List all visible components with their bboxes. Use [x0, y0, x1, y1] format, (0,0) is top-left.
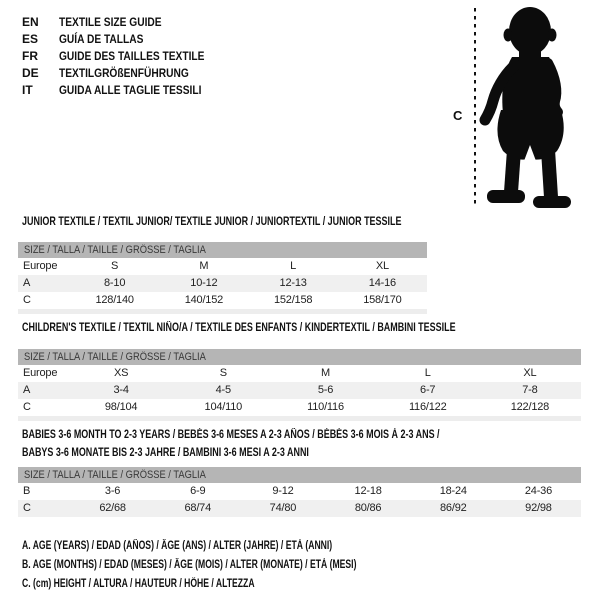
table-bottom-strip [18, 416, 581, 421]
row-label: C [23, 502, 31, 514]
cell-value: 3-4 [113, 384, 129, 396]
baby-silhouette-icon [485, 7, 571, 208]
cell-value: 158/170 [363, 294, 402, 306]
cell-value: 104/110 [204, 401, 243, 413]
junior-table-title [22, 213, 508, 231]
cell-value: 152/158 [273, 294, 313, 306]
cell-value: 4-5 [215, 384, 231, 396]
legend-line-text: B. AGE (MONTHS) / EDAD (MESES) / ÂGE (MOIS) / ALTER (MONATE) / ETÀ (MESI) [22, 559, 357, 571]
language-code: DE [22, 66, 39, 80]
junior-table-title-text: JUNIOR TEXTILE / TEXTIL JUNIOR/ TEXTILE JUNIOR / JUNIORTEXTIL / JUNIOR TESSILE [22, 216, 402, 228]
cell-value: M [321, 367, 330, 379]
cell-value: 3-6 [104, 485, 121, 497]
language-label [59, 32, 158, 46]
legend-line-text: A. AGE (YEARS) / EDAD (AÑOS) / ÂGE (ANS) / ALTER (JAHRE) / ETÀ (ANNI) [22, 540, 333, 552]
language-row [22, 31, 230, 48]
cell-value: 24-36 [524, 485, 553, 497]
row-label: B [23, 485, 31, 497]
language-label [59, 66, 212, 80]
cell-value: 12-18 [354, 485, 382, 497]
language-code: ES [22, 32, 39, 46]
table-row [18, 258, 427, 275]
junior-size-table [18, 242, 427, 314]
table-row [18, 500, 581, 517]
language-row [22, 14, 230, 31]
table-row [18, 483, 581, 500]
size-header-text: SIZE / TALLA / TAILLE / GRÖSSE / TAGLIA [24, 469, 206, 481]
babies-table-title-line2: BABYS 3-6 MONATE BIS 2-3 JAHRE / BAMBINI 3-6 MESI A 2-3 ANNI [22, 447, 309, 459]
size-header-text: SIZE / TALLA / TAILLE / GRÖSSE / TAGLIA [24, 244, 206, 256]
table-row [18, 382, 581, 399]
cell-value: M [199, 260, 209, 272]
table-row [18, 399, 581, 416]
cell-value: 8-10 [104, 277, 126, 289]
children-table-title [22, 319, 578, 337]
height-measure-label: C [453, 108, 463, 123]
cell-value: 14-16 [368, 277, 396, 289]
cell-value: 128/140 [95, 294, 134, 306]
language-label-text: TEXTILGRÖßENFÜHRUNG [59, 66, 189, 80]
table-bottom-strip [18, 309, 427, 314]
language-label [59, 83, 227, 97]
baby-silhouette-figure [440, 0, 590, 215]
language-code: FR [22, 49, 38, 63]
cell-value: 68/74 [184, 502, 212, 514]
language-label-text: GUÍA DE TALLAS [59, 32, 144, 46]
language-label-text: GUIDE DES TAILLES TEXTILE [59, 49, 205, 63]
babies-size-table [18, 467, 581, 517]
cell-value: 62/68 [99, 502, 126, 514]
size-header-bar [18, 242, 427, 258]
cell-value: 5-6 [317, 384, 334, 396]
cell-value: 12-13 [279, 277, 307, 289]
cell-value: 80/86 [354, 502, 382, 514]
language-label-text: GUIDA ALLE TAGLIE TESSILI [59, 83, 202, 97]
table-row [18, 292, 427, 309]
cell-value: XL [375, 260, 389, 272]
language-row [22, 48, 230, 65]
size-header-text: SIZE / TALLA / TAILLE / GRÖSSE / TAGLIA [24, 351, 206, 363]
cell-value: 98/104 [104, 401, 138, 413]
babies-table-title-line1: BABIES 3-6 MONTH TO 2-3 YEARS / BEBÉS 3-6 MESES A 2-3 AÑOS / BÉBÉS 3-6 MOIS À 2-3 ANS / [22, 429, 440, 441]
legend-line [22, 556, 468, 575]
cell-value: XL [523, 367, 537, 379]
cell-value: 7-8 [522, 384, 538, 396]
legend-line [22, 575, 468, 594]
language-row [22, 82, 230, 99]
row-label: Europe [23, 260, 58, 272]
cell-value: L [290, 260, 297, 272]
cell-value: S [111, 260, 119, 272]
cell-value: 74/80 [269, 502, 297, 514]
language-code: IT [22, 83, 33, 97]
cell-value: XS [113, 367, 129, 379]
language-label [59, 49, 230, 63]
row-label: A [23, 384, 31, 396]
row-label: C [23, 401, 31, 413]
row-label: Europe [23, 367, 58, 379]
cell-value: 92/98 [525, 502, 552, 514]
language-list [22, 14, 230, 99]
measurement-legend [22, 537, 468, 594]
language-code: EN [22, 15, 39, 29]
cell-value: 140/152 [184, 294, 224, 306]
table-row [18, 275, 427, 292]
cell-value: 110/116 [307, 401, 344, 413]
cell-value: 86/92 [440, 502, 467, 514]
legend-line-text: C. (cm) HEIGHT / ALTURA / HAUTEUR / HÖHE / ALTEZZA [22, 578, 255, 590]
babies-table-title [22, 426, 557, 462]
children-table-title-text: CHILDREN'S TEXTILE / TEXTIL NIÑO/A / TEXTILE DES ENFANTS / KINDERTEXTIL / BAMBINI TESSILE [22, 322, 456, 334]
table-row [18, 365, 581, 382]
cell-value: 6-9 [190, 485, 206, 497]
children-size-table [18, 349, 581, 421]
row-label: A [23, 277, 31, 289]
language-label [59, 15, 180, 29]
row-label: C [23, 294, 31, 306]
language-label-text: TEXTILE SIZE GUIDE [59, 15, 162, 29]
cell-value: 6-7 [420, 384, 436, 396]
legend-line [22, 537, 468, 556]
cell-value: 18-24 [439, 485, 467, 497]
cell-value: S [219, 367, 227, 379]
language-row [22, 65, 230, 82]
cell-value: 10-12 [190, 277, 218, 289]
cell-value: L [424, 367, 431, 379]
size-header-bar [18, 349, 581, 365]
cell-value: 116/122 [408, 401, 447, 413]
size-header-bar [18, 467, 581, 483]
cell-value: 9-12 [272, 485, 294, 497]
cell-value: 122/128 [510, 401, 550, 413]
